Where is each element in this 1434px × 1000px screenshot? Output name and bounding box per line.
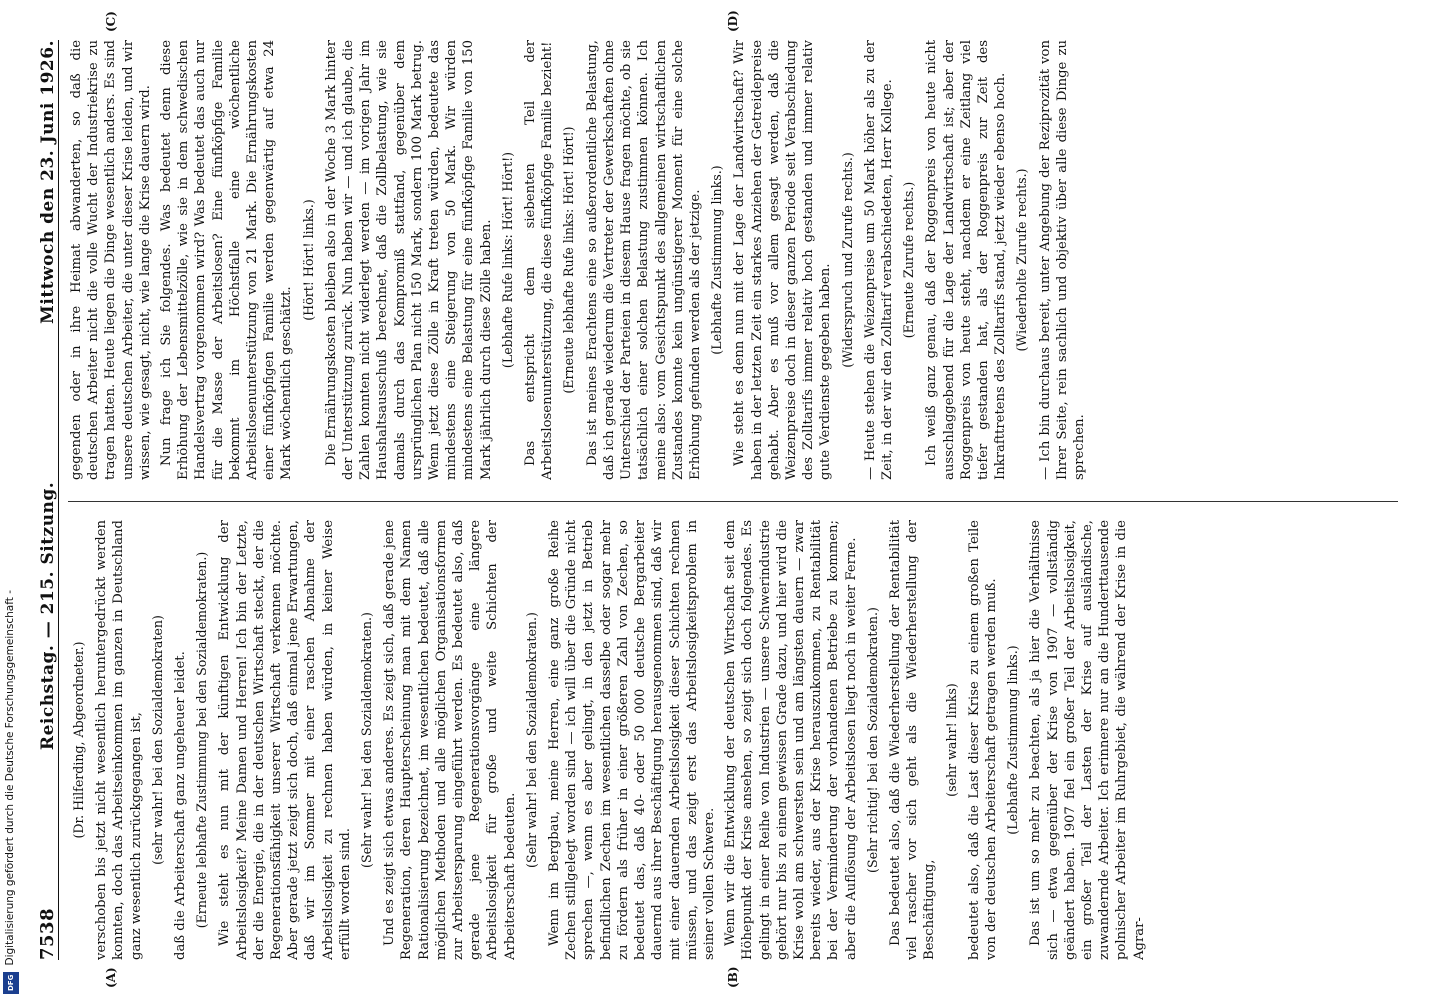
page-title: Reichstag. — 215. Sitzung. bbox=[38, 481, 58, 751]
remark: (Erneute Zurufe rechts.) bbox=[901, 181, 917, 339]
paragraph: Die Ernährungskosten bleiben also in der Woche 3 Mark hinter der Unterstützung zurück. Nun haben wir — und ich glaube, die Zahlen konnten nicht widerlegt werden — im vorigen Jahr im Haushaltsausschuß berechnet, daß die Zollbelastung, wie sie damals durch das Kompromiß stattfand, gegenüber dem ursprünglichen Plan nicht 150 Mark, sondern 100 Mark betrug. Wenn jetzt diese Zölle in Kraft treten würden, bedeutete das mindestens eine Steigerung von 50 Mark. Wir würden mindestens eine Belastung für eine fünfköpfige Familie von 150 Mark jährlich durch diese Zölle haben. bbox=[323, 40, 494, 480]
paragraph: Wie steht es nun mit der künftigen Entwicklung der Arbeitslosigkeit? Meine Damen und Herren! Ich bin der Letzte, der die Energie, die in der deutschen Wirtschaft steckt, der die Regenerationsfähigkeit unserer Wirtschaft verkennen möchte. Aber gerade jetzt zeigt sich doch, daß einmal jene Erwartungen, daß wir im Sommer mit einer raschen Abnahme der Arbeitslosigkeit zu rechnen haben würden, in keiner Weise erfüllt worden sind. bbox=[217, 520, 353, 960]
right-column bbox=[68, 40, 1408, 480]
margin-marker-c: (C) bbox=[104, 11, 118, 32]
remark: (sehr wahr! links) bbox=[943, 683, 959, 797]
remark: (Lebhafte Zustimmung links.) bbox=[1005, 645, 1021, 835]
remark: (Lebhafte Zustimmung links.) bbox=[709, 165, 725, 355]
paragraph: bedeutet also, daß die Last dieser Krise zu einem großen Teile von der deutschen Arbeiterschaft getragen werden muß. bbox=[966, 520, 999, 960]
paragraph: Wenn wir die Entwicklung der deutschen Wirtschaft seit dem Höhepunkt der Krise ansehen, so zeigt sich doch folgendes. Es gelingt in einer Reihe von Industrien — unsere Schwerindustrie gehört nur bis zu einem gewissen Grade dazu, und hier wird die Krise wohl am schwersten sein und am längsten dauern — zwar bereits wieder, aus der Krise herauszukommen, zu Rentabilität bei der Verminderung der vorhandenen Betriebe zu kommen; aber die Auflösung der Arbeitslosen liegt noch in weiter Ferne. bbox=[723, 520, 859, 960]
left-column bbox=[68, 520, 1408, 960]
remark: (Wiederholte Zurufe rechts.) bbox=[1014, 168, 1030, 352]
paragraph: Das bedeutet also, daß die Wiederherstellung der Rentabilität viel rascher vor sich geht als die Wiederherstellung der Beschäftigung, bbox=[887, 520, 938, 960]
paragraph: — Ich bin durchaus bereit, unter Angebung der Reziprozität von Ihrer Seite, rein sachlich und objektiv über alle diese Dinge zu sprechen. bbox=[1037, 40, 1087, 480]
paragraph: verschoben bis jetzt nicht wesentlich heruntergedrückt werden konnten, doch das Arbeitseinkommen im ganzen in Deutschland ganz wesentlich zurückgegangen ist, bbox=[94, 520, 144, 960]
remark: (Sehr wahr! bei den Sozialdemokraten.) bbox=[359, 612, 375, 868]
page-date: Mittwoch den 23. Juni 1926. bbox=[38, 40, 58, 324]
remark: (Sehr wahr! bei den Sozialdemokraten.) bbox=[523, 612, 539, 868]
paragraph: Das ist um so mehr zu beachten, als ja hier die Verhältnisse sich — etwa gegenüber der Krise von 1907 — vollständig geändert haben. 1907 fiel ein großer Teil der Arbeitslosigkeit, ein großer Teil der Lasten der Krise auf ausländische, zuwandernde Arbeiter. Ich erinnere nur an die Hunderttausende polnischer Arbeiter im Ruhrgebiet, die während der Krise in die Agrar- bbox=[1028, 520, 1147, 960]
remark: (Sehr richtig! bei den Sozialdemokraten.) bbox=[864, 607, 880, 873]
speaker-line: (Dr. Hilferding, Abgeordneter.) bbox=[71, 641, 86, 839]
paragraph: — Heute stehen die Weizenpreise um 50 Mark höher als zu der Zeit, in der wir den Zolltarif verabschiedeten, Herr Kollege. bbox=[862, 40, 895, 480]
paragraph: Das ist meines Erachtens eine so außerordentliche Belastung, daß ich gerade wiederum die Vertreter der Gewerkschaften ohne Unterschied der Parteien in diesem Hause fragen möchte, ob sie tatsächlich einer solchen Belastung zustimmen können. Ich meine also: vom Gesichtspunkt des allgemeinen wirtschaftlichen Zustandes konnte kein ungünstigerer Moment für eine solche Erhöhung gefunden werden als der jetzige. bbox=[584, 40, 703, 480]
remark: (Hört! Hört! links.) bbox=[300, 199, 316, 321]
digitization-sidebar bbox=[0, 0, 22, 1000]
remark: (Lebhafte Rufe links: Hört! Hört!) bbox=[499, 151, 515, 369]
paragraph: daß die Arbeiterschaft ganz ungeheuer leidet. bbox=[173, 651, 189, 960]
paragraph: Und es zeigt sich etwas anderes. Es zeigt sich, daß gerade jene Regeneration, deren Haupterscheinung man mit dem Namen Rationalisierung bezeichnet, im wesentlichen bedeutet, daß alle möglichen Methoden und alle möglichen Organisationsformen zur Arbeitsersparung eingeführt werden. Es bedeutet also, daß gerade jene Regenerationsvorgänge eine längere Arbeitslosigkeit für große und weite Schichten der Arbeiterschaft bedeuten. bbox=[382, 520, 518, 960]
margin-marker-a: (A) bbox=[104, 967, 118, 988]
paragraph: gegenden oder in ihre Heimat abwanderten, so daß die deutschen Arbeiter nicht die volle Wucht der Industriekrise zu tragen hatten. Heute liegen die Dinge wesentlich anders. Es sind unsere deutschen Arbeiter, die unter dieser Krise leiden, und wir wissen, wie gesagt, nicht, wie lange die Krise dauern wird. bbox=[69, 40, 153, 480]
paragraph: Wenn im Bergbau, meine Herren, eine ganz große Reihe Zechen stillgelegt worden sind — ich will über die Gründe nicht sprechen —, wenn es aber gelingt, in den jetzt in Betrieb befindlichen Zechen im wesentlichen dasselbe oder sogar mehr zu fördern als früher in einer größeren Zahl von Zechen, so bedeutet das, daß 40- oder 50 000 deutsche Bergarbeiter dauernd aus ihrer Beschäftigung herausgenommen sind, daß wir mit einer dauernden Arbeitslosigkeit dieser Schichten rechnen müssen, und das zeigt erst das Arbeitslosigkeitsproblem in seiner vollen Schwere. bbox=[547, 520, 717, 960]
paragraph: Wie steht es denn nun mit der Lage der Landwirtschaft? Wir haben in der letzten Zeit ein starkes Anziehen der Getreidepreise gehabt. Aber es muß vor allem gesagt werden, daß die Weizenpreise doch in dieser ganzen Periode seit Verabschiedung des Zolltarifs immer relativ hoch gestanden und immer relativ gute Verdienste gegeben haben. bbox=[732, 40, 834, 480]
dfg-logo: DFG bbox=[3, 972, 19, 994]
remark: (Erneute lebhafte Zustimmung bei den Sozialdemokraten.) bbox=[194, 551, 210, 929]
digitization-credit: Digitalisierung gefördert durch die Deutsche Forschungsgemeinschaft - bbox=[4, 590, 16, 966]
column-divider bbox=[68, 501, 1398, 502]
margin-marker-b: (B) bbox=[726, 966, 740, 988]
remark: (sehr wahr! bei den Sozialdemokraten) bbox=[149, 615, 165, 865]
page-header bbox=[30, 40, 59, 960]
remark: (Widerspruch und Zurufe rechts.) bbox=[839, 152, 855, 368]
margin-marker-d: (D) bbox=[726, 10, 740, 32]
page-number: 7538 bbox=[37, 907, 58, 960]
remark: (Erneute lebhafte Rufe links: Hört! Hört!) bbox=[561, 126, 577, 394]
paragraph: Nun frage ich Sie folgendes. Was bedeutet denn diese Erhöhung der Lebensmittelzölle, wie sie in dem schwedischen Handelsvertrag vorgenommen wird? Was bedeutet das auch nur für die Masse der Arbeitslosen? Eine fünfköpfige Familie bekommt im Höchstfalle eine wöchentliche Arbeitslosenunterstützung von 21 Mark. Die Ernährungskosten einer fünfköpfigen Familie werden gegenwärtig auf etwa 24 Mark wöchentlich geschätzt. bbox=[159, 40, 295, 480]
paragraph: Das entspricht dem siebenten Teil der Arbeitslosenunterstützung, die diese fünfköpfige Familie bezieht! bbox=[523, 40, 556, 480]
paragraph: Ich weiß ganz genau, daß der Roggenpreis von heute nicht ausschlaggebend für die Lage der Landwirtschaft ist; aber der Roggenpreis von heute steht, nachdem er eine Zeitlang viel tiefer gestanden hat, als der Roggenpreis zur Zeit des Inkrafttretens des Zolltarifs stand, jetzt wieder ebenso hoch. bbox=[924, 40, 1009, 480]
